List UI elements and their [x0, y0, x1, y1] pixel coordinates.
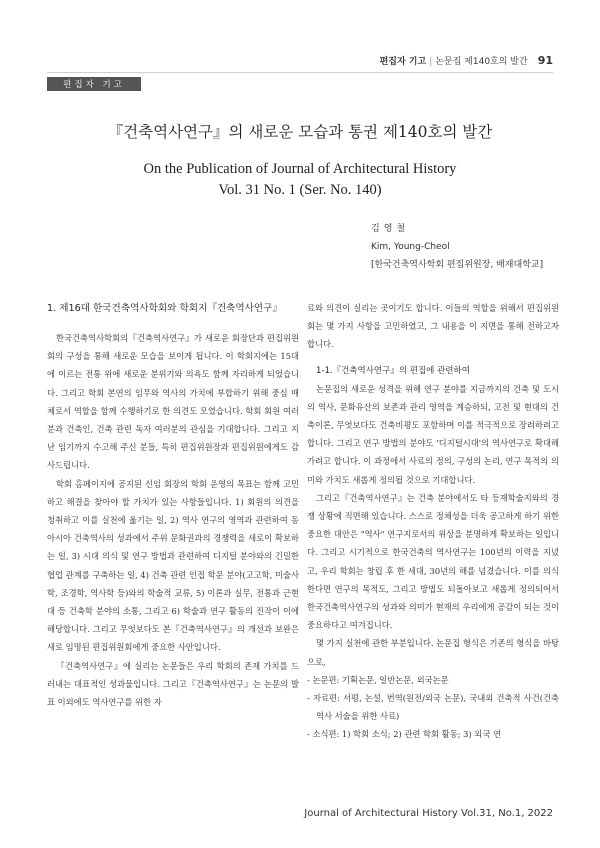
author-block: [371, 220, 543, 274]
paragraph: 그리고『건축역사연구』는 건축 분야에서도 타 등재학술지와의 경쟁 상황에 직면해 있습니다. 스스로 정체성을 더욱 공고하게 하기 위한 중요한 대안은 "역사" 연구지로서의 위상을 분명하게 확보하는 일입니다. 그리고 시기적으로 한국건축의 역사연구는 100년의 이력을 지녔고, 우리 학회는 창립 후 한 세대, 30년의 해를 넘겼습니다. 이를 의식한다면 연구의 목적도, 그리고 방법도 되돌아보고 새롭게 정의되어서 한국건축역사연구의 성과와 의미가 현재의 우리에게 공감이 되는 것이 중요하다고 여겨집니다.: [307, 492, 559, 631]
title-english-line-2: Vol. 31 No. 1 (Ser. No. 140): [218, 182, 382, 198]
list-item: - 자료편: 서평, 논설, 번역(원전/외국 논문), 국내외 건축적 사건(건축역사 서술을 위한 사료): [307, 693, 559, 722]
paragraph: 한국건축역사학회의『건축역사연구』가 새로운 회장단과 편집위원회의 구성을 통해 새로운 모습을 보이게 됩니다. 이 학회지에는 15대에 이르는 전통 위에 새로운 분위기와 의욕도 함께 자리하게 되었습니다. 그리고 학회 본연의 임무와 역사의 가치에 부합하기 위해 중심 매체로서 역할을 함께 수행하기로 한 의견도 모였습니다. 학회 회원 여러분과 건축인, 건축 관련 독자 여러분의 관심을 기대합니다. 그리고 지난 임기까지 수고해 주신 분들, 특히 편집위원장과 편집위원에게도 감사드립니다.: [47, 333, 299, 471]
paragraph-continued: 료와 의견이 실리는 곳이기도 합니다. 이들의 역할을 위해서 편집위원회는 몇 가지 사항을 고민하였고, 그 내용을 이 지면을 통해 전하고자 합니다.: [307, 303, 559, 350]
subsection-heading: 1-1.『건축역사연구』의 편집에 관련하여: [316, 365, 470, 376]
section-tag: 편집자 기고: [47, 77, 141, 91]
title-english-line-1: On the Publication of Journal of Architectural History: [143, 161, 457, 177]
paragraph: 논문집의 새로운 성격을 위해 연구 분야를 지금까지의 건축 및 도시의 역사, 문화유산의 보존과 관리 영역을 계승하되, 고전 및 현대의 건축이론, 무엇보다도 건축비평도 포함하며 이를 적극적으로 장려하려고 합니다. 그리고 연구 방법의 분야도 '디지털시대'의 역사연구로 확대해 가려고 합니다. 이 과정에서 사료의 정의, 구성의 논리, 연구 목적의 의미와 가치도 새롭게 정의될 것으로 기대합니다.: [307, 383, 559, 485]
running-header: [380, 54, 553, 67]
section-heading: 1. 제16대 한국건축역사학회와 학회지『건축역사연구』: [47, 303, 283, 314]
running-header-journal: 논문집 제140호의 발간: [435, 57, 528, 67]
running-header-separator: |: [429, 57, 433, 67]
author-name-english: Kim, Young-Cheol: [371, 242, 450, 252]
format-list: [307, 671, 559, 744]
paragraph: 학회 홈페이지에 공지된 신임 회장의 학회 운영의 목표는 함께 고민하고 해결을 찾아야 할 가치가 있는 사항들입니다. 1) 회원의 의견을 청취하고 이를 실천에 옮기는 일, 2) 역사 연구의 영역과 관련하여 동아시아 건축역사의 성과에서 주위 문화권과의 경쟁력을 새로이 확보하는 일, 3) 시대 의식 및 연구 방법과 관련하여 디지털 분야와의 긴밀한 협업 관계를 구축하는 일, 4) 건축 관련 인접 학문 분야(고고학, 미술사학, 조경학, 역사학 등)와의 학술적 교류, 5) 이론과 실무, 전통과 근현대 등 건축학 분야의 소통, 그리고 6) 학술과 연구 활동의 진작이 이에 해당합니다. 그리고 무엇보다도 본『건축역사연구』의 개선과 보완은 새로 임명된 편집위원회에게 중요한 사안입니다.: [47, 478, 299, 653]
paragraph: 몇 가지 실천에 관한 부분입니다. 논문집 형식은 기존의 형식을 바탕으로,: [307, 638, 559, 667]
title-english: [0, 159, 600, 201]
paragraph: 『건축역사연구』에 실리는 논문들은 우리 학회의 존재 가치를 드러내는 대표적인 성과물입니다. 그리고『건축역사연구』는 논문의 발표 이외에도 역사연구를 위한 자: [47, 660, 299, 708]
running-header-section: 편집자 기고: [379, 57, 427, 67]
author-affiliation: [한국건축역사학회 편집위원장, 배재대학교]: [371, 260, 544, 270]
page-number: 91: [537, 54, 553, 67]
header-rule: [47, 72, 553, 73]
right-column: [307, 299, 559, 744]
left-column: [47, 300, 299, 711]
title-korean: 『건축역사연구』의 새로운 모습과 통권 제140호의 발간: [107, 123, 493, 141]
list-item: - 소식편: 1) 학회 소식; 2) 관련 학회 활동; 3) 외국 연: [307, 729, 501, 740]
author-name-korean: 김영철: [371, 224, 410, 234]
list-item: - 논문편: 기획논문, 일반논문, 외국논문: [307, 674, 449, 685]
footer-citation: Journal of Architectural History Vol.31, No.1, 2022: [304, 808, 553, 819]
